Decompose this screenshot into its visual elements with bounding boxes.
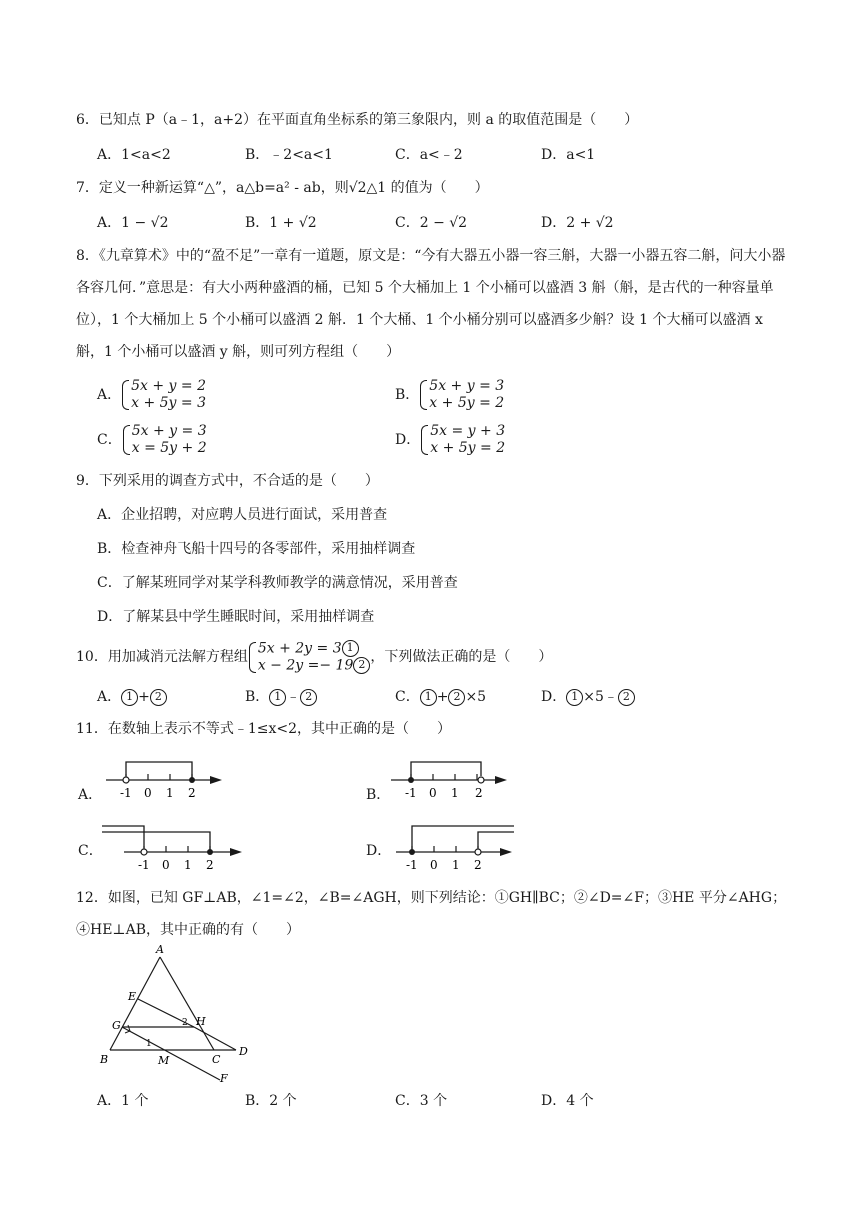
q10-c-tail: ×5: [465, 689, 487, 705]
question-10-suffix: ，下列做法正确的是（ ）: [370, 649, 553, 665]
tick-label: 0: [162, 858, 170, 872]
q10-c-op: +: [436, 689, 449, 705]
question-8-text: 8．《九章算术》中的“盈不足”一章有一道题，原文是：“今有大器五小器一容三斛，大器一小器五容二斛，问大小器各容几何．”意思是：有大小两种盛酒的桶，已知 5 个大桶加上 1 个小桶可以盛酒 3 斛（斛，是古代的一种容量单位），1 个大桶加上 5 个小桶可以盛酒 2 斛．1 个大桶、1 个小桶分别可以盛酒多少斛？设 1 个大桶可以盛酒 x 斛，1 个小桶可以盛酒 y 斛，则可列方程组（ ）: [76, 248, 786, 360]
question-11: [76, 712, 786, 746]
q8-option-a-system: [121, 378, 206, 412]
tick-label: 2: [475, 786, 483, 800]
tick-label: 1: [166, 786, 174, 800]
tick-label: 1: [451, 786, 459, 800]
circled-1-icon: 1: [420, 689, 437, 706]
q8-option-b-label: B．: [395, 387, 420, 403]
q9-option-d[interactable]: D．了解某县中学生睡眠时间，采用抽样调查: [97, 609, 375, 625]
q8-c-eq1: 5x + y = 3: [131, 423, 207, 439]
q10-a-op: +: [138, 689, 150, 705]
figure-label: 2: [182, 1018, 188, 1028]
question-10: [76, 638, 786, 676]
q10-option-a[interactable]: [97, 682, 167, 712]
circled-1-icon: 1: [269, 689, 286, 706]
question-6: [76, 103, 786, 137]
q6-option-b[interactable]: B．﹣2<a<1: [245, 147, 333, 163]
q10-option-b[interactable]: [245, 682, 317, 712]
q11-option-b-numberline[interactable]: [385, 752, 515, 804]
q8-option-a[interactable]: [97, 378, 206, 418]
tick-label: 0: [144, 786, 152, 800]
tick-label: 2: [474, 858, 482, 872]
q9-option-c[interactable]: C．了解某班同学对某学科教师教学的满意情况，采用普查: [97, 575, 458, 591]
tick-label: -1: [406, 858, 418, 872]
figure-label: D: [239, 1045, 248, 1058]
q8-a-eq1: 5x + y = 2: [131, 378, 207, 394]
figure-label: E: [128, 990, 137, 1003]
q8-option-c-system: [122, 423, 207, 457]
q8-b-eq2: x + 5y = 2: [429, 395, 505, 411]
q7-option-c[interactable]: C．2 − √2: [395, 215, 468, 231]
q6-option-d[interactable]: D．a<1: [541, 147, 596, 163]
figure-label: B: [100, 1053, 109, 1066]
tick-label: 0: [429, 786, 437, 800]
q8-option-c[interactable]: [97, 423, 207, 463]
q12-option-c[interactable]: C．3 个: [395, 1093, 448, 1109]
circled-2-icon: 2: [150, 689, 167, 706]
figure-label: A: [156, 945, 164, 956]
q10-d-label: D．: [541, 689, 567, 705]
tick-label: -1: [138, 858, 150, 872]
q8-option-b-system: [419, 378, 504, 412]
circled-2-icon: 2: [448, 689, 465, 706]
figure-label: M: [158, 1054, 170, 1067]
question-9-text: 9．下列采用的调查方式中，不合适的是（ ）: [76, 473, 379, 489]
figure-label: C: [212, 1053, 221, 1066]
tick-label: 2: [188, 786, 196, 800]
q8-option-b[interactable]: [395, 378, 504, 418]
q8-option-d-system: [420, 423, 505, 457]
q10-eq2: x − 2y =− 19: [257, 657, 354, 674]
q10-c-label: C．: [395, 689, 420, 705]
figure-label: 1: [146, 1039, 152, 1049]
q11-option-a-label[interactable]: A．: [78, 787, 103, 803]
question-9: [76, 464, 786, 498]
circled-1-icon: 1: [566, 689, 583, 706]
q11-option-c-numberline[interactable]: [102, 818, 252, 872]
q7-option-a[interactable]: A．1 − √2: [97, 215, 169, 231]
question-11-text: 11．在数轴上表示不等式﹣1≤x<2，其中正确的是（ ）: [76, 721, 451, 737]
q10-a-label: A．: [97, 689, 122, 705]
question-7-text: 7．定义一种新运算“△”，a△b=a² - ab，则√2△1 的值为（ ）: [76, 180, 489, 196]
tick-label: 2: [206, 858, 214, 872]
q8-d-eq1: 5x = y + 3: [430, 423, 506, 439]
q12-option-a[interactable]: A．1 个: [97, 1093, 149, 1109]
question-8: [76, 240, 788, 368]
q6-option-a[interactable]: A．1<a<2: [97, 147, 171, 163]
q11-option-c-label[interactable]: C．: [78, 843, 103, 859]
q8-option-d-label: D．: [395, 432, 421, 448]
q10-b-label: B．: [245, 689, 270, 705]
q8-c-eq2: x = 5y + 2: [131, 440, 207, 456]
tick-label: 0: [430, 858, 438, 872]
question-10-prefix: 10．用加减消元法解方程组: [76, 649, 248, 665]
circled-2-icon: 2: [353, 657, 370, 674]
circled-1-icon: 1: [121, 689, 138, 706]
q10-option-d[interactable]: [541, 682, 635, 712]
circled-2-icon: 2: [300, 689, 317, 706]
figure-label: H: [196, 1015, 206, 1028]
q7-option-b[interactable]: B．1 + √2: [245, 215, 317, 231]
circled-2-icon: 2: [618, 689, 635, 706]
q9-option-a[interactable]: A．企业招聘，对应聘人员进行面试，采用普查: [97, 507, 388, 523]
question-7: [76, 171, 786, 205]
question-12: [76, 882, 788, 946]
q11-option-a-numberline[interactable]: [100, 752, 230, 804]
circled-1-icon: 1: [342, 640, 359, 657]
q7-option-d[interactable]: D．2 + √2: [541, 215, 614, 231]
figure-label: G: [112, 1019, 121, 1032]
q10-b-op: ﹣: [286, 689, 301, 705]
tick-label: -1: [405, 786, 417, 800]
question-6-text: 6．已知点 P（a﹣1，a+2）在平面直角坐标系的第三象限内，则 a 的取值范围是（ ）: [76, 112, 639, 128]
q10-system: [248, 640, 371, 675]
q8-option-d[interactable]: [395, 423, 505, 463]
q11-option-d-label[interactable]: D．: [366, 843, 392, 859]
q12-geometry-figure: [96, 945, 256, 1085]
figure-label: F: [220, 1072, 228, 1085]
q11-option-d-numberline[interactable]: [390, 818, 520, 872]
q8-a-eq2: x + 5y = 3: [131, 395, 207, 411]
question-12-text: 12．如图，已知 GF⊥AB，∠1=∠2，∠B=∠AGH，则下列结论：①GH∥BC；②∠D=∠F；③HE 平分∠AHG；④HE⊥AB，其中正确的有（ ）: [76, 890, 787, 938]
q10-eq1: 5x + 2y = 3: [257, 640, 342, 656]
q8-option-c-label: C．: [97, 432, 122, 448]
q10-d-op: ×5﹣: [583, 689, 618, 705]
tick-label: -1: [120, 786, 132, 800]
q8-option-a-label: A．: [97, 387, 122, 403]
q9-option-b[interactable]: B．检查神舟飞船十四号的各零部件，采用抽样调查: [97, 541, 416, 557]
q6-option-c[interactable]: C．a<﹣2: [395, 147, 463, 163]
tick-label: 1: [452, 858, 460, 872]
q10-option-c[interactable]: [395, 682, 486, 712]
q12-option-d[interactable]: D．4 个: [541, 1093, 594, 1109]
q8-b-eq1: 5x + y = 3: [429, 378, 505, 394]
q8-d-eq2: x + 5y = 2: [430, 440, 506, 456]
q11-option-b-label[interactable]: B．: [366, 787, 391, 803]
tick-label: 1: [184, 858, 192, 872]
q12-option-b[interactable]: B．2 个: [245, 1093, 297, 1109]
